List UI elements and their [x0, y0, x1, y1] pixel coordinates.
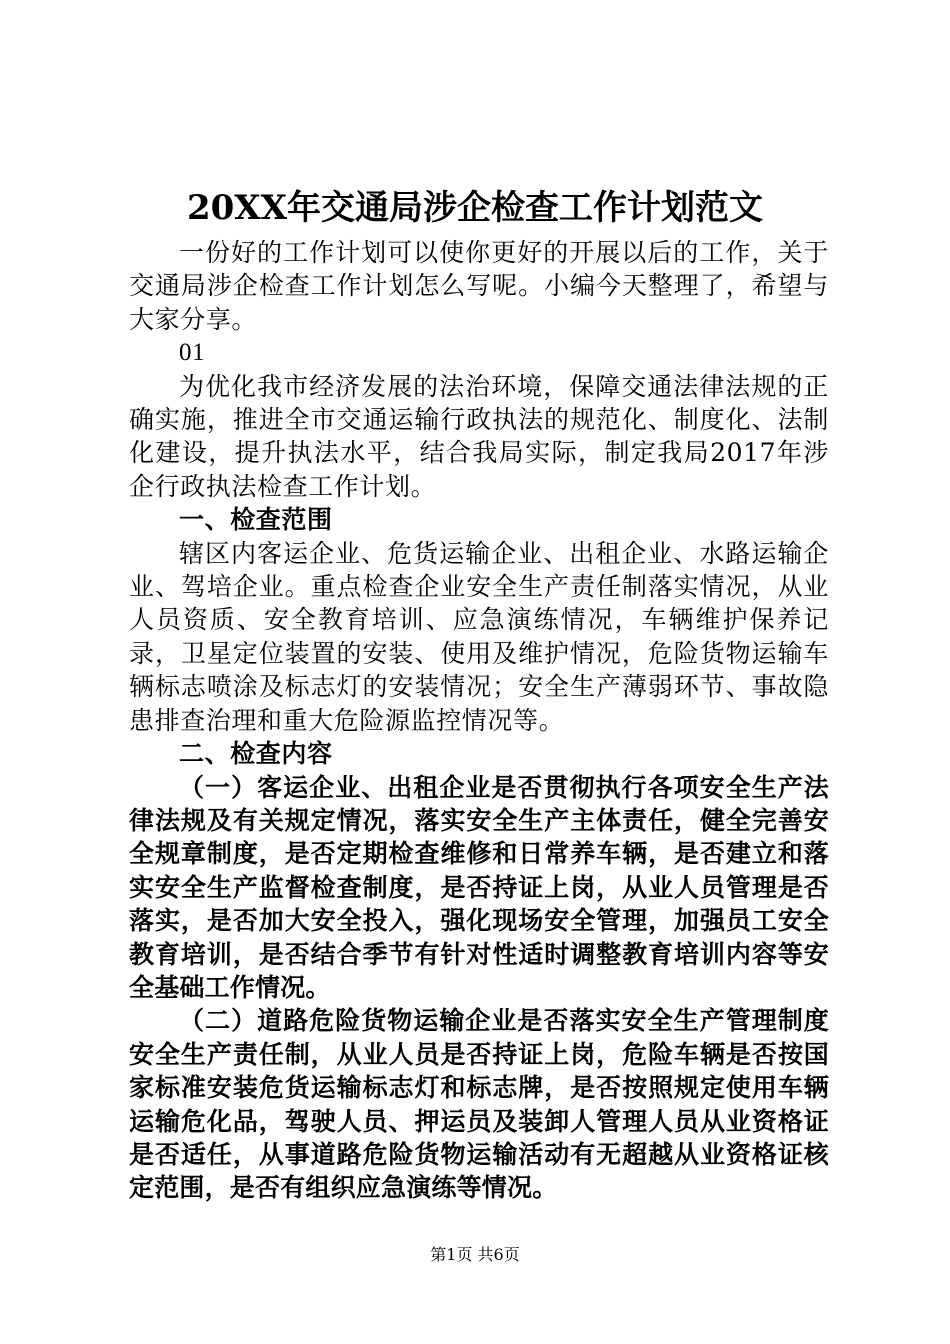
document-body: [129, 236, 829, 1205]
paragraph-4: （二）道路危险货物运输企业是否落实安全生产管理制度安全生产责任制，从业人员是否持证上岗，危险车辆是否按国家标准安装危货运输标志灯和标志牌，是否按照规定使用车辆运输危化品，驾驶人员、押运员及装卸人管理人员从业资格证是否适任，从事道路危险货物运输活动有无超越从业资格证核定范围，是否有组织应急演练等情况。: [129, 1006, 829, 1203]
document-title: 20XX年交通局涉企检查工作计划范文: [186, 188, 764, 228]
paragraph-2: 辖区内客运企业、危货运输企业、出租企业、水路运输企业、驾培企业。重点检查企业安全生产责任制落实情况，从业人员资质、安全教育培训、应急演练情况，车辆维护保养记录，卫星定位装置的安装、使用及维护情况，危险货物运输车辆标志喷涂及标志灯的安装情况；安全生产薄弱环节、事故隐患排查治理和重大危险源监控情况等。: [129, 538, 829, 735]
paragraph-1: 为优化我市经济发展的法治环境，保障交通法律法规的正确实施，推进全市交通运输行政执法的规范化、制度化、法制化建设，提升执法水平，结合我局实际，制定我局2017年涉企行政执法检查工作计划。: [129, 371, 829, 501]
section-number: 01: [179, 339, 206, 367]
heading-inspection-content: 二、检查内容: [179, 739, 333, 769]
page-footer: 第1页 共6页: [430, 1245, 520, 1264]
paragraph-3: （一）客运企业、出租企业是否贯彻执行各项安全生产法律法规及有关规定情况，落实安全生产主体责任，健全完善安全规章制度，是否定期检查维修和日常养车辆，是否建立和落实安全生产监督检查制度，是否持证上岗，从业人员管理是否落实，是否加大安全投入，强化现场安全管理，加强员工安全教育培训，是否结合季节有针对性适时调整教育培训内容等安全基础工作情况。: [129, 772, 829, 1002]
intro-paragraph: 一份好的工作计划可以使你更好的开展以后的工作，关于交通局涉企检查工作计划怎么写呢。小编今天整理了，希望与大家分享。: [129, 238, 829, 334]
heading-inspection-scope: 一、检查范围: [179, 505, 333, 535]
